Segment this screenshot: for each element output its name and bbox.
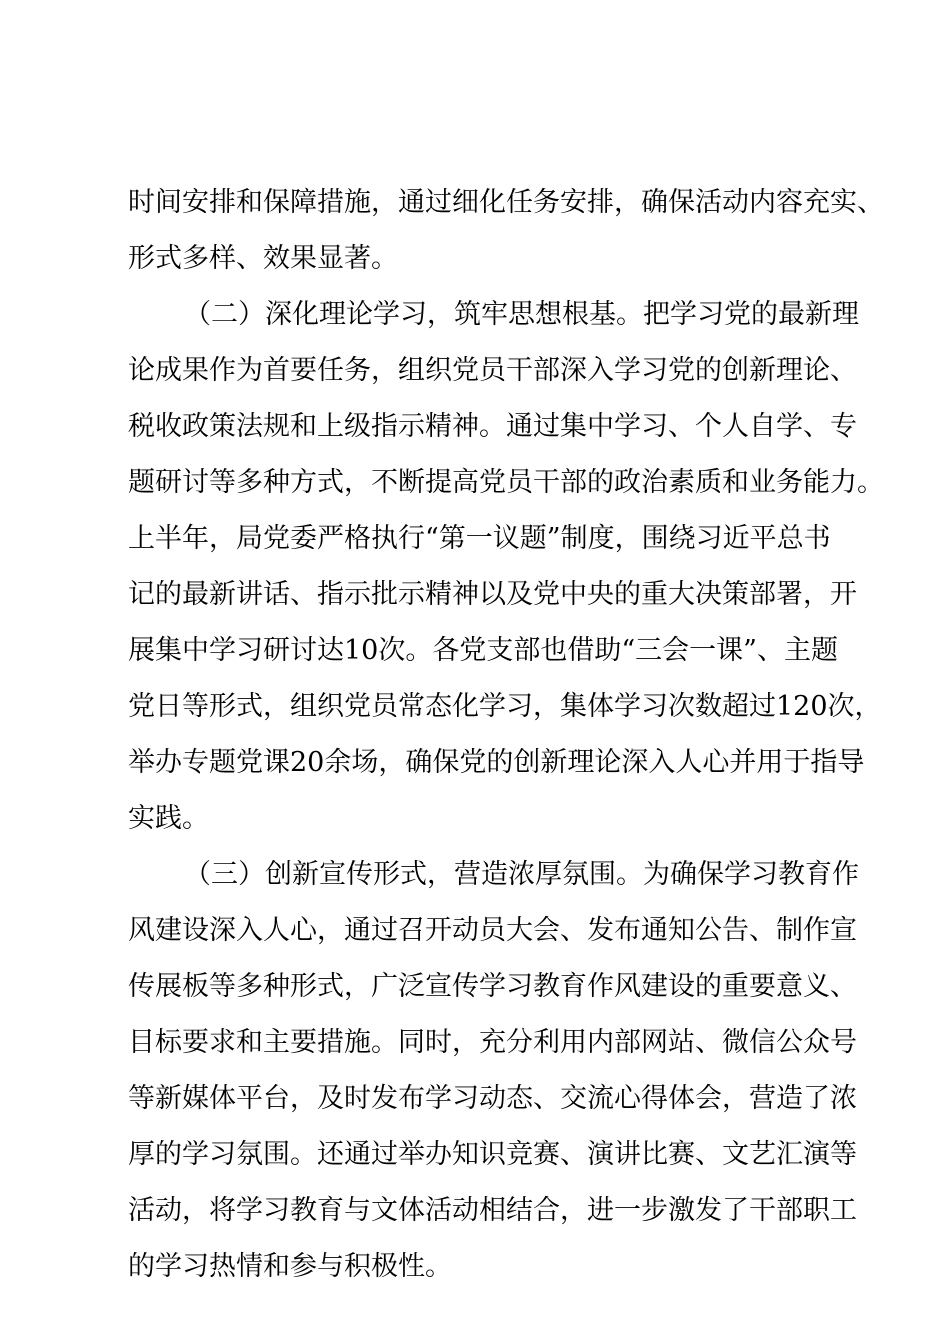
paragraph-2-line-6: 记的最新讲话、指示批示精神以及党中央的重大决策部署，开 xyxy=(128,579,857,610)
paragraph-1-line-2: 形式多样、效果显著。 xyxy=(128,243,398,274)
paragraph-2-line-5: 上半年，局党委严格执行“第一议题”制度，围绕习近平总书 xyxy=(128,523,831,554)
paragraph-3-line-6: 厚的学习氛围。还通过举办知识竞赛、演讲比赛、文艺汇演等 xyxy=(128,1139,857,1170)
paragraph-2-line-10: 实践。 xyxy=(128,803,209,834)
paragraph-3-line-5: 等新媒体平台，及时发布学习动态、交流心得体会，营造了浓 xyxy=(128,1083,857,1114)
paragraph-2-heading-line: （二）深化理论学习，筑牢思想根基。把学习党的最新理 xyxy=(184,299,859,330)
paragraph-3-line-4: 目标要求和主要措施。同时，充分利用内部网站、微信公众号 xyxy=(128,1027,857,1058)
paragraph-1-line-1: 时间安排和保障措施，通过细化任务安排，确保活动内容充实、 xyxy=(128,187,884,218)
paragraph-3-line-7: 活动，将学习教育与文体活动相结合，进一步激发了干部职工 xyxy=(128,1195,857,1226)
paragraph-2-line-4: 题研讨等多种方式，不断提高党员干部的政治素质和业务能力。 xyxy=(128,467,884,498)
paragraph-3-line-2: 风建设深入人心，通过召开动员大会、发布通知公告、制作宣 xyxy=(128,915,857,946)
paragraph-2-line-3: 税收政策法规和上级指示精神。通过集中学习、个人自学、专 xyxy=(128,411,857,442)
document-body xyxy=(128,183,884,1303)
paragraph-2-line-2: 论成果作为首要任务，组织党员干部深入学习党的创新理论、 xyxy=(128,355,857,386)
paragraph-3-heading-line: （三）创新宣传形式，营造浓厚氛围。为确保学习教育作 xyxy=(184,859,859,890)
paragraph-3-line-8: 的学习热情和参与积极性。 xyxy=(128,1251,452,1282)
paragraph-3-line-3: 传展板等多种形式，广泛宣传学习教育作风建设的重要意义、 xyxy=(128,971,857,1002)
paragraph-2-line-7: 展集中学习研讨达10次。各党支部也借助“三会一课”、主题 xyxy=(128,635,838,666)
paragraph-2-line-8: 党日等形式，组织党员常态化学习，集体学习次数超过120次， xyxy=(128,691,882,722)
paragraph-2-line-9: 举办专题党课20余场，确保党的创新理论深入人心并用于指导 xyxy=(128,747,865,778)
